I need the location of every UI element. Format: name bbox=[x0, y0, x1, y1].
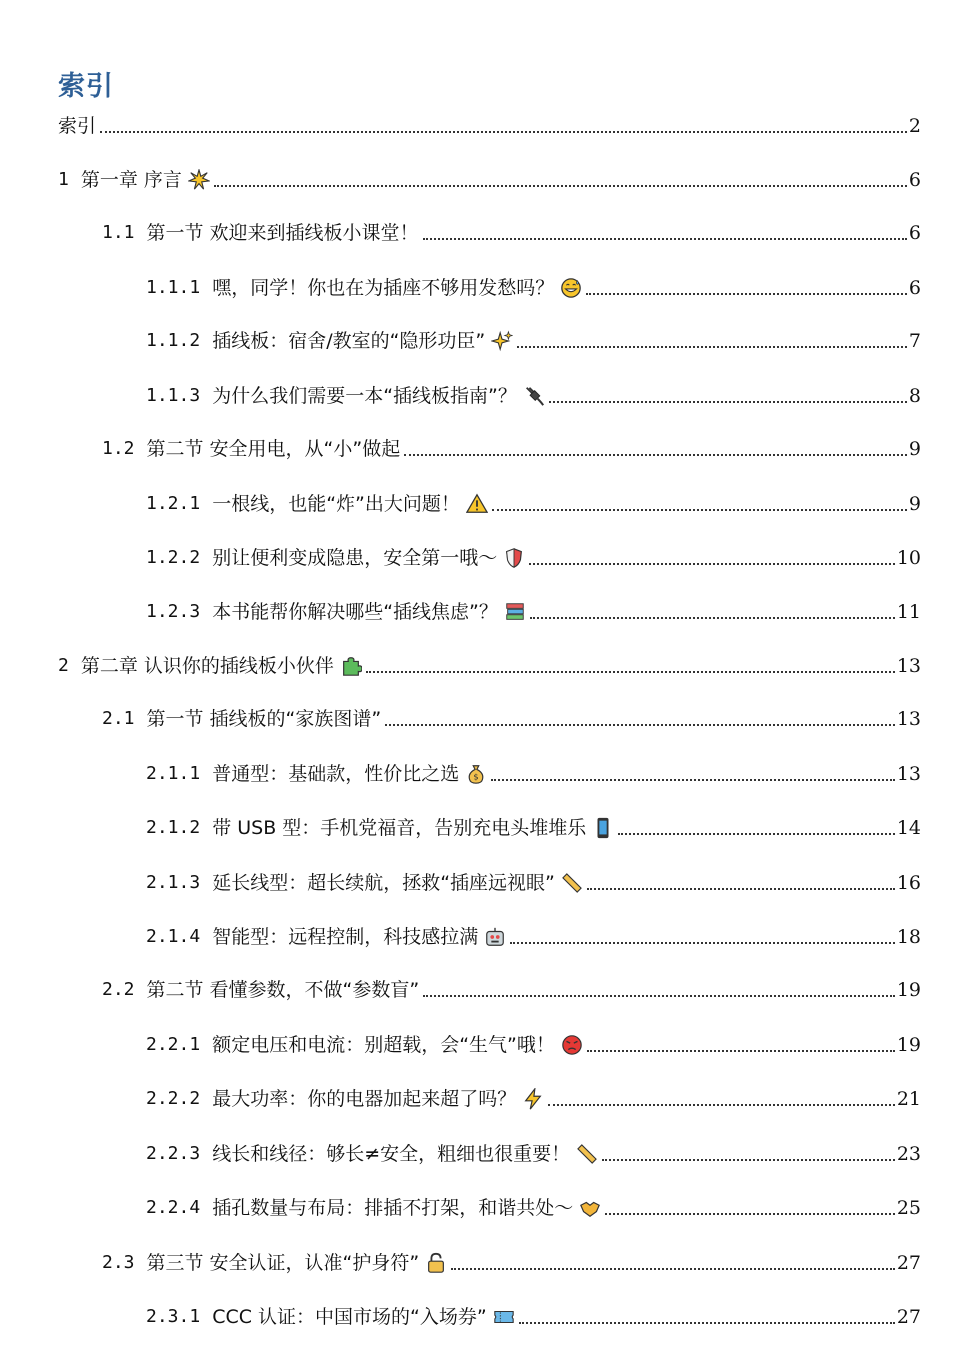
ticket-icon bbox=[493, 1306, 515, 1328]
toc-page-number: 14 bbox=[896, 817, 921, 839]
toc-leader-dots bbox=[100, 130, 907, 133]
toc-entry[interactable] bbox=[146, 1081, 921, 1111]
toc-entry[interactable] bbox=[146, 1136, 921, 1166]
toc-page-number: 8 bbox=[908, 385, 921, 407]
toc-entry-title bbox=[146, 925, 506, 949]
toc-entry[interactable] bbox=[146, 594, 921, 624]
money-bag-icon bbox=[465, 763, 487, 785]
toc-entry-title bbox=[146, 1142, 598, 1166]
toc-entry-title bbox=[146, 384, 545, 408]
toc-page-number: 16 bbox=[896, 872, 921, 894]
toc-entry[interactable] bbox=[102, 701, 921, 731]
toc-entry[interactable] bbox=[102, 972, 921, 1002]
toc-entry-text: 智能型：远程控制，科技感拉满 bbox=[212, 926, 479, 948]
toc-entry-number: 2.2 bbox=[102, 979, 135, 1000]
toc-page-number: 27 bbox=[896, 1306, 921, 1328]
toc-entry-number: 1.1 bbox=[102, 222, 135, 243]
toc-entry-number: 2.3.1 bbox=[146, 1306, 201, 1327]
toc-entry-title bbox=[102, 221, 419, 245]
toc-leader-dots bbox=[404, 453, 907, 456]
sweat-smile-icon bbox=[560, 277, 582, 299]
toc-entry-number: 2.2.3 bbox=[146, 1143, 201, 1164]
toc-entry-number: 1 bbox=[58, 169, 69, 190]
toc-entry[interactable] bbox=[146, 323, 921, 353]
toc-entry[interactable] bbox=[102, 1245, 921, 1275]
toc-entry-number: 1.1.3 bbox=[146, 385, 201, 406]
toc-entry[interactable] bbox=[102, 431, 921, 461]
toc-entry-number: 1.2.3 bbox=[146, 601, 201, 622]
toc-entry-text: 插孔数量与布局：排插不打架，和谐共处～ bbox=[212, 1197, 574, 1219]
toc-entry-title bbox=[146, 1087, 544, 1111]
puzzle-icon bbox=[340, 655, 362, 677]
toc-entry-text: 索引 bbox=[58, 115, 97, 137]
toc-page-number: 2 bbox=[908, 115, 921, 137]
toc-leader-dots bbox=[548, 1103, 895, 1106]
toc-entry-title bbox=[102, 707, 381, 731]
toc-entry-number: 2.1.4 bbox=[146, 926, 201, 947]
toc-entry-number: 2.3 bbox=[102, 1252, 135, 1273]
toc-leader-dots bbox=[451, 1267, 895, 1270]
toc-page-number: 13 bbox=[896, 655, 921, 677]
toc-entry[interactable] bbox=[146, 756, 921, 786]
toc-entry-title bbox=[146, 871, 583, 895]
toc-entry-text: 第二节 安全用电，从“小”做起 bbox=[146, 438, 401, 460]
toc-entry[interactable] bbox=[146, 810, 921, 840]
toc-entry-number: 2 bbox=[58, 655, 69, 676]
handshake-icon bbox=[579, 1197, 601, 1219]
toc-entry-text: 第一章 序言 bbox=[80, 169, 182, 191]
toc-entry[interactable] bbox=[146, 540, 921, 570]
toc-entry-title bbox=[102, 978, 419, 1002]
toc-leader-dots bbox=[510, 941, 895, 944]
toc-entry-text: CCC 认证：中国市场的“入场券” bbox=[212, 1306, 487, 1328]
toc-page-number: 27 bbox=[896, 1252, 921, 1274]
toc-entry[interactable] bbox=[146, 865, 921, 895]
toc-leader-dots bbox=[587, 1049, 895, 1052]
toc-page-number: 19 bbox=[896, 979, 921, 1001]
warning-icon bbox=[466, 493, 488, 515]
toc-leader-dots bbox=[586, 292, 907, 295]
toc-leader-dots bbox=[602, 1158, 895, 1161]
toc-leader-dots bbox=[517, 345, 907, 348]
toc-leader-dots bbox=[366, 670, 895, 673]
toc-entry[interactable] bbox=[146, 1190, 921, 1220]
ruler-icon bbox=[561, 872, 583, 894]
toc-entry-number: 2.1.1 bbox=[146, 763, 201, 784]
toc-entry-title bbox=[58, 114, 96, 138]
toc-entry[interactable] bbox=[102, 215, 921, 245]
lightning-icon bbox=[522, 1088, 544, 1110]
toc-entry-number: 2.2.2 bbox=[146, 1088, 201, 1109]
toc-page-number: 23 bbox=[896, 1143, 921, 1165]
toc-page-number: 6 bbox=[908, 169, 921, 191]
toc-entry[interactable] bbox=[146, 270, 921, 300]
toc-entry-title bbox=[102, 437, 400, 461]
toc-entry-text: 第二章 认识你的插线板小伙伴 bbox=[80, 655, 334, 677]
toc-leader-dots bbox=[605, 1212, 895, 1215]
sparkle-burst-icon bbox=[188, 169, 210, 191]
toc-entry-number: 2.1 bbox=[102, 708, 135, 729]
toc-entry-text: 线长和线径：够长≠安全，粗细也很重要！ bbox=[212, 1143, 571, 1165]
toc-page-number: 13 bbox=[896, 708, 921, 730]
mobile-phone-icon bbox=[592, 817, 614, 839]
toc-entry-number: 1.2 bbox=[102, 438, 135, 459]
toc-entry-text: 带 USB 型：手机党福音，告别充电头堆堆乐 bbox=[212, 817, 587, 839]
toc-entry-title bbox=[146, 600, 526, 624]
toc-entry[interactable] bbox=[58, 162, 921, 192]
toc-entry-number: 1.2.2 bbox=[146, 547, 201, 568]
toc-entry[interactable] bbox=[146, 1299, 921, 1329]
toc-entry-title bbox=[102, 1251, 447, 1275]
toc-entry-title bbox=[146, 546, 525, 570]
toc-entry[interactable] bbox=[146, 919, 921, 949]
toc-entry-title bbox=[146, 816, 614, 840]
toc-entry-number: 1.2.1 bbox=[146, 493, 201, 514]
toc-entry-number: 1.1.1 bbox=[146, 277, 201, 298]
toc-page-number: 9 bbox=[908, 493, 921, 515]
toc-page-number: 10 bbox=[896, 547, 921, 569]
toc-entry-number: 2.1.3 bbox=[146, 872, 201, 893]
toc-leader-dots bbox=[423, 994, 895, 997]
sparkles-icon bbox=[491, 330, 513, 352]
toc-entry-text: 延长线型：超长续航，拯救“插座远视眼” bbox=[212, 872, 555, 894]
toc-entry-text: 一根线，也能“炸”出大问题！ bbox=[212, 493, 460, 515]
toc-entry-title bbox=[146, 329, 513, 353]
toc-entry-text: 第三节 安全认证，认准“护身符” bbox=[146, 1252, 420, 1274]
electric-plug-icon bbox=[523, 385, 545, 407]
toc-entry-title bbox=[146, 762, 487, 786]
toc-leader-dots bbox=[549, 400, 907, 403]
toc-leader-dots bbox=[423, 237, 907, 240]
toc-entry[interactable] bbox=[146, 486, 921, 516]
toc-entry[interactable] bbox=[58, 108, 921, 138]
toc-leader-dots bbox=[492, 508, 907, 511]
toc-leader-dots bbox=[587, 887, 895, 890]
toc-page-number: 7 bbox=[908, 330, 921, 352]
toc-entry-text: 插线板：宿舍/教室的“隐形功臣” bbox=[212, 330, 486, 352]
toc-leader-dots bbox=[529, 562, 895, 565]
toc-entry-text: 别让便利变成隐患，安全第一哦～ bbox=[212, 547, 498, 569]
lock-icon bbox=[425, 1252, 447, 1274]
toc-entry-text: 第一节 插线板的“家族图谱” bbox=[146, 708, 382, 730]
toc-entry-text: 本书能帮你解决哪些“插线焦虑”？ bbox=[212, 601, 498, 623]
robot-icon bbox=[484, 926, 506, 948]
toc-page-number: 25 bbox=[896, 1197, 921, 1219]
toc-entry[interactable] bbox=[58, 648, 921, 678]
toc-page-number: 21 bbox=[896, 1088, 921, 1110]
toc-page-number: 9 bbox=[908, 438, 921, 460]
toc-entry-text: 普通型：基础款，性价比之选 bbox=[212, 763, 460, 785]
toc-page-number: 6 bbox=[908, 222, 921, 244]
toc-entry-title bbox=[146, 1305, 515, 1329]
toc-entry-title bbox=[146, 1033, 583, 1057]
toc-entry-title bbox=[146, 1196, 601, 1220]
toc-entry-title bbox=[146, 492, 488, 516]
toc-leader-dots bbox=[214, 184, 907, 187]
shield-icon bbox=[503, 547, 525, 569]
toc-entry[interactable] bbox=[146, 378, 921, 408]
toc-entry-title bbox=[146, 276, 582, 300]
toc-leader-dots bbox=[530, 616, 895, 619]
toc-page-number: 18 bbox=[896, 926, 921, 948]
toc-entry-number: 2.1.2 bbox=[146, 817, 201, 838]
toc-entry-text: 第一节 欢迎来到插线板小课堂！ bbox=[146, 222, 419, 244]
svg-text:$: $ bbox=[473, 771, 479, 782]
toc-entry-text: 第二节 看懂参数，不做“参数盲” bbox=[146, 979, 420, 1001]
toc-entry-title bbox=[58, 654, 362, 678]
toc-leader-dots bbox=[385, 723, 895, 726]
books-icon bbox=[504, 601, 526, 623]
toc-leader-dots bbox=[618, 832, 895, 835]
toc-entry-number: 2.2.1 bbox=[146, 1034, 201, 1055]
angry-face-icon bbox=[561, 1034, 583, 1056]
toc-page-number: 19 bbox=[896, 1034, 921, 1056]
page-title: 索引 bbox=[58, 71, 114, 102]
toc-page-number: 6 bbox=[908, 277, 921, 299]
toc-page-number: 13 bbox=[896, 763, 921, 785]
toc-entry-text: 嘿，同学！你也在为插座不够用发愁吗？ bbox=[212, 277, 555, 299]
toc-entry-number: 1.1.2 bbox=[146, 330, 201, 351]
ruler-icon bbox=[576, 1143, 598, 1165]
toc-entry-number: 2.2.4 bbox=[146, 1197, 201, 1218]
toc-page-number: 11 bbox=[896, 601, 921, 623]
toc-entry-title bbox=[58, 168, 210, 192]
toc-entry[interactable] bbox=[146, 1027, 921, 1057]
toc-entry-text: 最大功率：你的电器加起来超了吗？ bbox=[212, 1088, 517, 1110]
toc-leader-dots bbox=[491, 778, 895, 781]
toc-entry-text: 额定电压和电流：别超载，会“生气”哦！ bbox=[212, 1034, 555, 1056]
toc-entry-text: 为什么我们需要一本“插线板指南”？ bbox=[212, 385, 517, 407]
toc-leader-dots bbox=[519, 1321, 895, 1324]
